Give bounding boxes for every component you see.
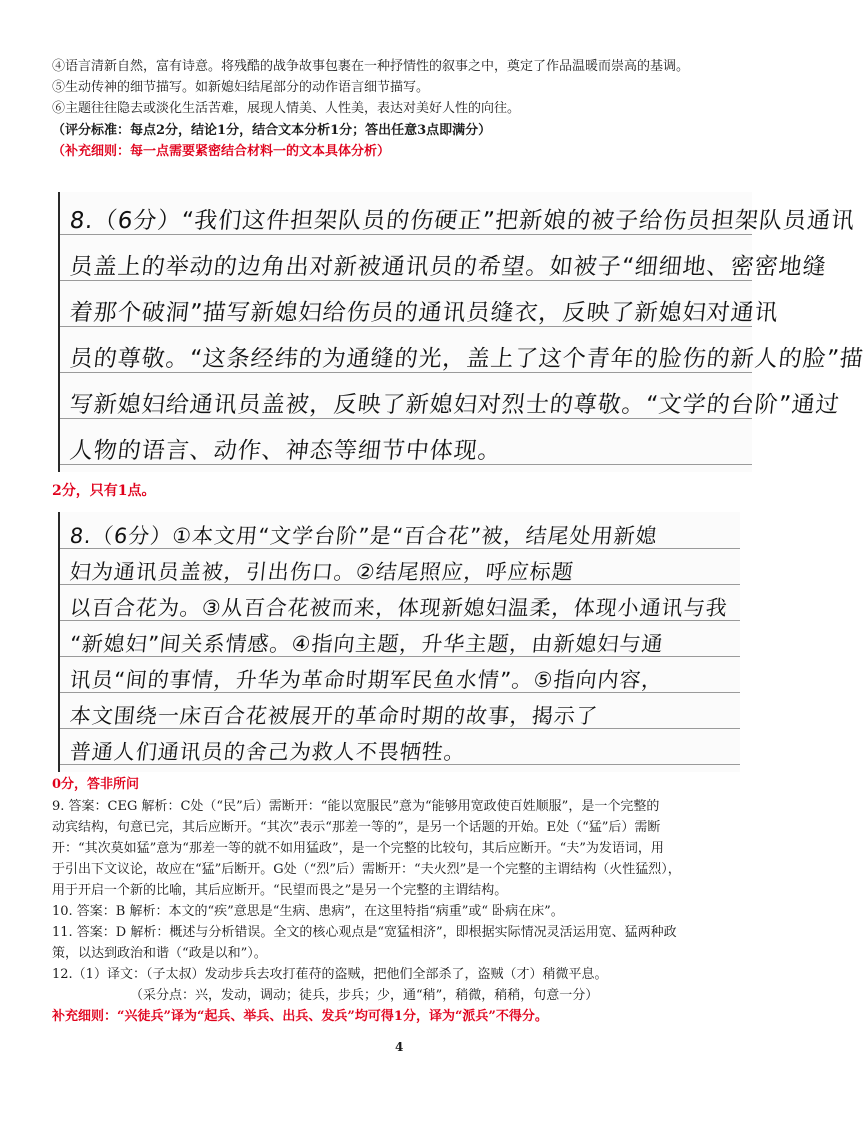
q9-answer-cont: 开：“其次莫如猛”意为“那差一等的就不如用猛政”，是一个完整的比较句，其后应断开。“夫”为发语词，用 — [52, 841, 664, 856]
q10-answer: 10. 答案：B 解析：本文的“疾”意思是“生病、患病”，在这里特指“病重”或“ 卧病在床”。 — [52, 904, 564, 919]
sample-2-comment: 0分，答非所问 — [52, 777, 140, 792]
q9-answer-cont: 用于开启一个新的比喻，其后应断开。“民望而畏之”是另一个完整的主谓结构。 — [52, 883, 508, 898]
handwritten-line: 员的尊敬。“这条经纬的为通缝的光，盖上了这个青年的脸伤的新人的脸”描 — [68, 346, 865, 372]
q9-answer-cont: 于引出下文议论，故应在“猛”后断开。G处（“烈”后）需断开：“夫火烈”是一个完整的主谓结构（火性猛烈）， — [52, 862, 681, 877]
handwritten-line: 员盖上的举动的边角出对新被通讯员的希望。如被子“细细地、密密地缝 — [68, 254, 829, 280]
handwritten-line: 讯员“间的事情，升华为革命时期军民鱼水情”。⑤指向内容， — [68, 668, 665, 692]
handwritten-line: 写新媳妇给通讯员盖被，反映了新媳妇对烈士的尊敬。“文学的台阶”通过 — [68, 392, 841, 418]
handwritten-sample-2 — [58, 512, 740, 772]
q12-supplement-rule: 补充细则：“兴徒兵”译为“起兵、举兵、出兵、发兵”均可得1分，译为“派兵”不得分。 — [52, 1009, 548, 1024]
handwritten-line: 8.（6分）①本文用“文学台阶”是“百合花”被，结尾处用新媳 — [68, 524, 659, 548]
scoring-standard: （评分标准：每点2分，结论1分，结合文本分析1分；答出任意3点即满分） — [52, 123, 492, 138]
handwritten-line: 普通人们通讯员的舍己为救人不畏牺牲。 — [68, 740, 468, 764]
q12-translation: 12.（1）译文：（子太叔）发动步兵去攻打萑苻的盗贼，把他们全部杀了，盗贼（才）稍微平息。 — [52, 967, 608, 982]
q11-answer-cont: 策，以达到政治和谐（“政是以和”）。 — [52, 946, 267, 961]
sample-1-comment: 2分，只有1点。 — [52, 483, 156, 499]
handwritten-line: 着那个破洞”描写新媳妇给伤员的通讯员缝衣，反映了新媳妇对通讯 — [68, 300, 781, 326]
q12-scoring-points: （采分点：兴，发动，调动；徒兵，步兵；少，通“稍”，稍微，稍稍，句意一分） — [130, 988, 599, 1003]
answer-point-5: ⑤生动传神的细节描写。如新媳妇结尾部分的动作语言细节描写。 — [52, 80, 430, 95]
handwritten-line: 人物的语言、动作、神态等细节中体现。 — [68, 438, 504, 464]
handwritten-line: 以百合花为。③从百合花被而来，体现新媳妇温柔，体现小通讯与我 — [68, 596, 729, 620]
handwritten-line: 本文围绕一床百合花被展开的革命时期的故事，揭示了 — [68, 704, 600, 728]
handwritten-line: “新媳妇”间关系情感。④指向主题，升华主题，由新媳妇与通 — [68, 632, 665, 656]
handwritten-line: 8.（6分）“我们这件担架队员的伤硬正”把新娘的被子给伤员担架队员通讯 — [68, 208, 857, 234]
q9-answer-cont: 动宾结构，句意已完，其后应断开。“其次”表示“那差一等的”，是另一个话题的开始。E处（“猛”后）需断 — [52, 820, 661, 835]
handwritten-line: 妇为通讯员盖被，引出伤口。②结尾照应，呼应标题 — [68, 560, 575, 584]
q11-answer: 11. 答案：D 解析：概述与分析错误。全文的核心观点是“宽猛相济”，即根据实际情况灵活运用宽、猛两种政 — [52, 925, 677, 940]
page-number: 4 — [395, 1040, 404, 1054]
handwritten-sample-1 — [58, 192, 865, 472]
answer-point-4: ④语言清新自然，富有诗意。将残酷的战争故事包裹在一种抒情性的叙事之中，奠定了作品温暖而崇高的基调。 — [52, 59, 690, 74]
supplement-rule: （补充细则：每一点需要紧密结合材料一的文本具体分析） — [52, 144, 391, 159]
q9-answer: 9. 答案：CEG 解析：C处（“民”后）需断开：“能以宽服民”意为“能够用宽政使百姓顺服”，是一个完整的 — [52, 799, 660, 814]
answer-point-6: ⑥主题往往隐去或淡化生活苦难，展现人情美、人性美，表达对美好人性的向往。 — [52, 101, 521, 116]
